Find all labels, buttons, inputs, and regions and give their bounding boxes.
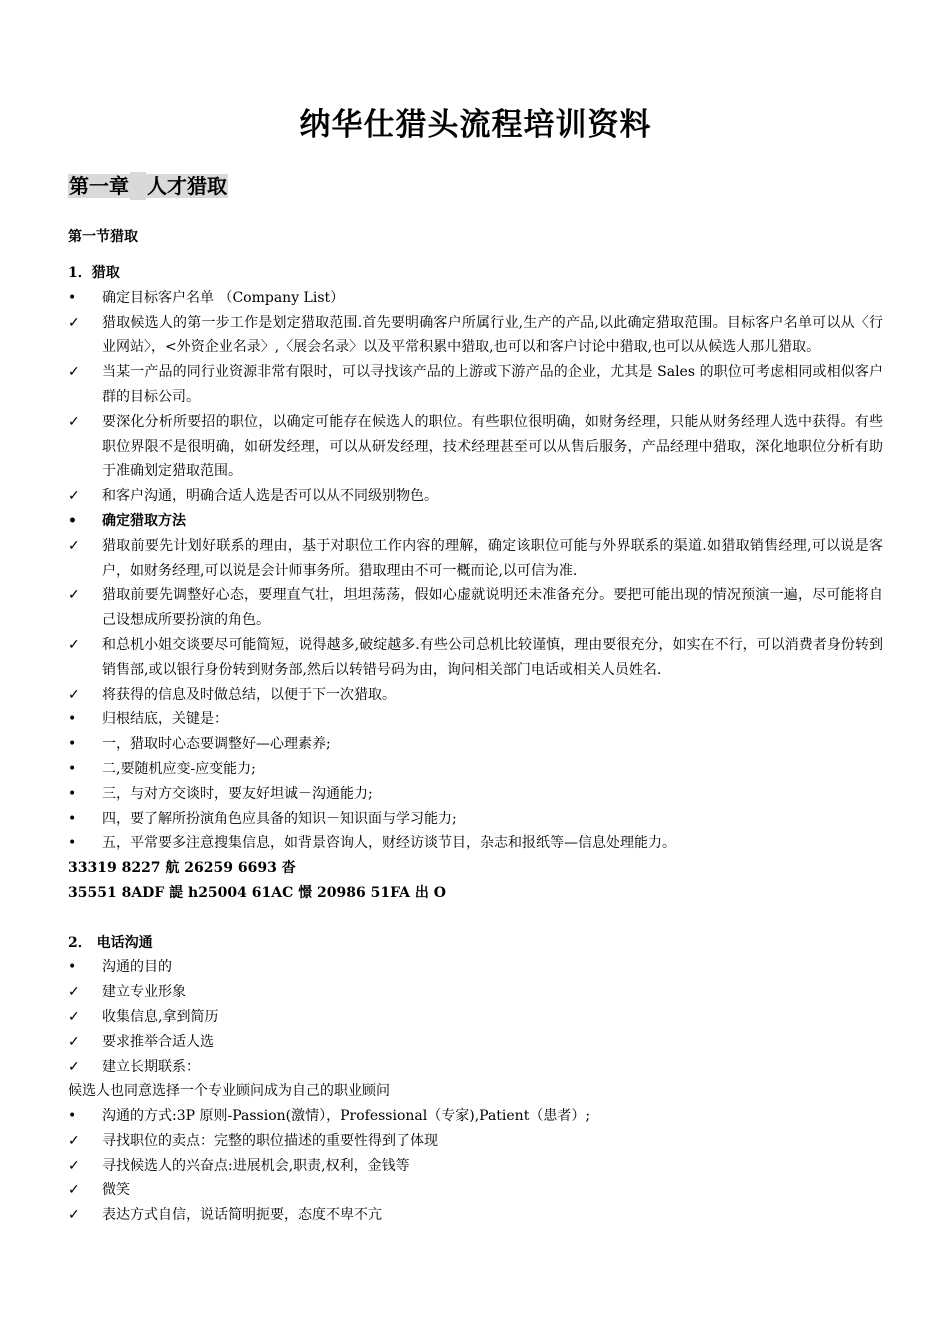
line-text: 微笑	[102, 1182, 130, 1199]
bullet-icon: •	[68, 1108, 77, 1125]
line-text: 猎取前要先计划好联系的理由，基于对职位工作内容的理解，确定该职位可能与外界联系的渠道.如猎取销售经理,可以说是客户，如财务经理,可以说是会计师事务所。猎取理由不可一概而论,以可信为准.	[102, 537, 883, 579]
checkmark-item	[68, 1055, 883, 1080]
bullet-item	[68, 707, 883, 732]
paragraph-line	[68, 1079, 883, 1104]
line-text: 收集信息,拿到简历	[102, 1008, 219, 1025]
bullet-item	[68, 831, 883, 856]
line-text: 一，猎取时心态要调整好—心理素养;	[102, 736, 331, 753]
line-text: 和总机小姐交谈要尽可能简短，说得越多,破绽越多.有些公司总机比较谨慎，理由要很充分，如实在不行，可以消费者身份转到销售部,或以银行身份转到财务部,然后以转错号码为由，询问相关部门电话或相关人员姓名.	[102, 636, 883, 678]
line-text: 将获得的信息及时做总结，以便于下一次猎取。	[102, 686, 396, 703]
line-text: 沟通的目的	[102, 959, 172, 976]
checkmark-icon: ✓	[68, 1058, 80, 1075]
checkmark-icon: ✓	[68, 587, 80, 604]
checkmark-item	[68, 1178, 883, 1203]
document-body	[68, 261, 883, 1228]
bullet-icon: •	[68, 711, 77, 728]
numbered-heading	[68, 931, 883, 956]
checkmark-item	[68, 1203, 883, 1228]
checkmark-item	[68, 980, 883, 1005]
checkmark-icon: ✓	[68, 984, 80, 1001]
checkmark-item	[68, 484, 883, 509]
bullet-item	[68, 286, 883, 311]
section-heading: 第一节猎取	[68, 229, 138, 245]
checkmark-item	[68, 583, 883, 633]
checkmark-item	[68, 1030, 883, 1055]
numbered-heading	[68, 261, 883, 286]
checkmark-icon: ✓	[68, 1132, 80, 1149]
checkmark-icon: ✓	[68, 1033, 80, 1050]
checkmark-item	[68, 1154, 883, 1179]
checkmark-icon: ✓	[68, 1182, 80, 1199]
bullet-icon: •	[68, 760, 77, 777]
bullet-icon: •	[68, 736, 77, 753]
line-text: 四，要了解所扮演角色应具备的知识－知识面与学习能力;	[102, 810, 457, 827]
line-text: 寻找职位的卖点：完整的职位描述的重要性得到了体现	[102, 1132, 438, 1149]
checkmark-item	[68, 311, 883, 361]
line-text: 建立专业形象	[102, 984, 186, 1001]
line-text: 要深化分析所要招的职位，以确定可能存在候选人的职位。有些职位很明确，如财务经理，只能从财务经理人选中获得。有些职位界限不是很明确，如研发经理，可以从研发经理，技术经理甚至可以从售后服务，产品经理中猎取，深化地职位分析有助于准确划定猎取范围。	[102, 413, 883, 480]
bullet-icon: •	[68, 835, 77, 852]
code-line	[68, 881, 883, 906]
code-line	[68, 856, 883, 881]
checkmark-icon: ✓	[68, 1207, 80, 1224]
checkmark-icon: ✓	[68, 314, 80, 331]
bullet-item	[68, 782, 883, 807]
checkmark-icon: ✓	[68, 537, 80, 554]
line-text: 2． 电话沟通	[68, 934, 153, 951]
checkmark-icon: ✓	[68, 1008, 80, 1025]
bullet-item	[68, 1104, 883, 1129]
line-text: 当某一产品的同行业资源非常有限时，可以寻找该产品的上游或下游产品的企业，尤其是 Sales 的职位可考虑相同或相似客户群的目标公司。	[102, 364, 883, 405]
line-text: 候选人也同意选择一个专业顾问成为自己的职业顾问	[68, 1083, 390, 1100]
chapter-gap	[130, 172, 146, 200]
checkmark-icon: ✓	[68, 686, 80, 703]
checkmark-icon: ✓	[68, 413, 80, 430]
bullet-icon: •	[68, 785, 77, 802]
line-text: 猎取前要先调整好心态，要理直气壮，坦坦荡荡，假如心虚就说明还未准备充分。要把可能出现的情况预演一遍，尽可能将自己设想成所要扮演的角色。	[102, 587, 883, 629]
document-title: 纳华仕猎头流程培训资料	[299, 107, 652, 143]
checkmark-icon: ✓	[68, 364, 80, 381]
chapter-heading	[68, 172, 228, 200]
checkmark-item	[68, 1005, 883, 1030]
line-text: 五，平常要多注意搜集信息，如背景咨询人，财经访谈节目，杂志和报纸等—信息处理能力。	[102, 835, 676, 852]
checkmark-icon: ✓	[68, 636, 80, 653]
checkmark-item	[68, 360, 883, 410]
line-text: 猎取候选人的第一步工作是划定猎取范围.首先要明确客户所属行业,生产的产品,以此确定猎取范围。目标客户名单可以从〈行业网站〉，<外资企业名录〉,〈展会名录〉以及平常积累中猎取,也可以和客户讨论中猎取,也可以从候选人那儿猎取。	[102, 314, 883, 356]
line-text: 35551 8ADF 諟 h25004 61AC 憬 20986 51FA 出 O	[68, 884, 446, 901]
line-text: 沟通的方式:3P 原则-Passion(激情），Professional（专家),Patient（患者）;	[102, 1108, 591, 1125]
checkmark-icon: ✓	[68, 1157, 80, 1174]
checkmark-item	[68, 683, 883, 708]
blank-line	[68, 906, 883, 931]
checkmark-item	[68, 534, 883, 584]
line-text: 表达方式自信，说话简明扼要，态度不卑不亢	[102, 1207, 382, 1224]
line-text: 确定目标客户名单 （Company List）	[102, 289, 345, 306]
checkmark-icon: ✓	[68, 488, 80, 505]
line-text: 1．猎取	[68, 265, 120, 281]
checkmark-item	[68, 1129, 883, 1154]
bullet-icon: •	[68, 810, 77, 827]
bullet-item	[68, 757, 883, 782]
line-text: 寻找候选人的兴奋点:进展机会,职责,权利，金钱等	[102, 1157, 410, 1174]
bullet-item	[68, 732, 883, 757]
checkmark-item	[68, 633, 883, 683]
chapter-title: 人才猎取	[147, 174, 227, 198]
bullet-icon: •	[68, 512, 77, 529]
bullet-item	[68, 807, 883, 832]
line-text: 二,要随机应变-应变能力;	[102, 760, 256, 777]
line-text: 33319 8227 航 26259 6693 沓	[68, 860, 296, 877]
bullet-item	[68, 955, 883, 980]
line-text: 要求推举合适人选	[102, 1033, 214, 1050]
checkmark-item	[68, 410, 883, 484]
line-text: 和客户沟通，明确合适人选是否可以从不同级别物色。	[102, 488, 438, 505]
line-text: 建立长期联系：	[102, 1058, 200, 1075]
bullet-item	[68, 509, 883, 534]
bullet-icon: •	[68, 959, 77, 976]
bullet-icon: •	[68, 289, 77, 306]
chapter-number: 第一章	[69, 174, 129, 198]
line-text: 三，与对方交谈时，要友好坦诚－沟通能力;	[102, 785, 373, 802]
line-text: 确定猎取方法	[102, 512, 186, 529]
line-text: 归根结底，关键是：	[102, 711, 228, 728]
